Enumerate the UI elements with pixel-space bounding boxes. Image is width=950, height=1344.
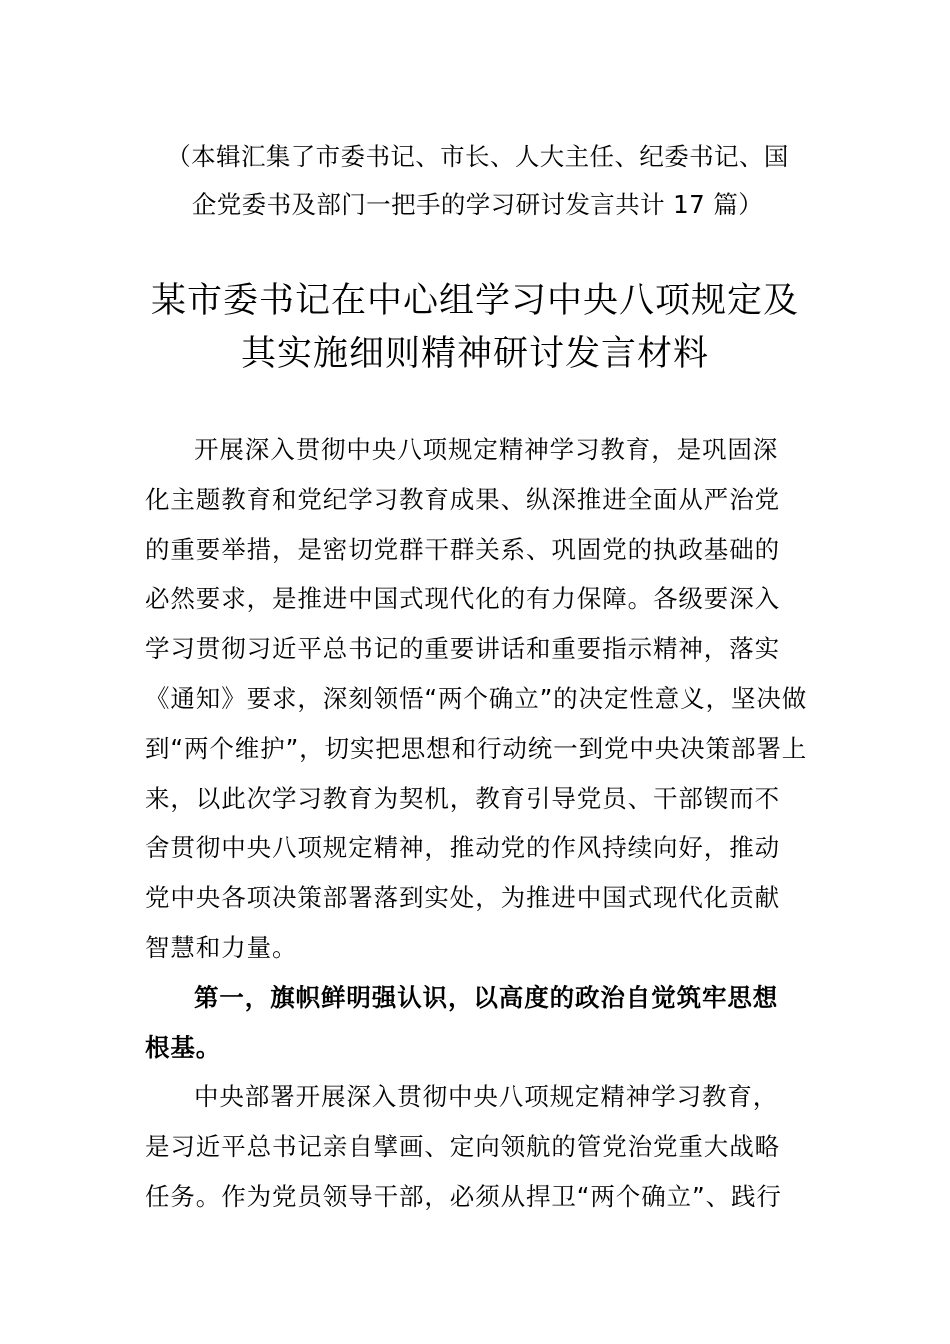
paragraph-intro xyxy=(145,425,810,973)
paragraph-line: 必然要求，是推进中国式现代化的有力保障。各级要深入 xyxy=(145,584,780,614)
paragraph-line: 智慧和力量。 xyxy=(145,932,298,962)
section-heading-line: 根基。 xyxy=(145,1032,222,1062)
paragraph-line: 任务。作为党员领导干部，必须从捍卫“两个确立”、践行 xyxy=(145,1181,782,1211)
document-title-line: 某市委书记在中心组学习中央八项规定及 xyxy=(150,281,799,321)
paragraph-line: 学习贯彻习近平总书记的重要讲话和重要指示精神，落实 xyxy=(145,634,780,664)
paragraph-line: 到“两个维护”，切实把思想和行动统一到党中央决策部署上 xyxy=(145,733,808,763)
paragraph-line: 中央部署开展深入贯彻中央八项规定精神学习教育， xyxy=(194,1082,779,1112)
paragraph-line: 的重要举措，是密切党群干群关系、巩固党的执政基础的 xyxy=(145,534,780,564)
section-heading-line: 第一，旗帜鲜明强认识，以高度的政治自觉筑牢思想 xyxy=(194,982,779,1012)
paragraph-line: 舍贯彻中央八项规定精神，推动党的作风持续向好，推动 xyxy=(145,833,780,863)
paragraph-line: 党中央各项决策部署落到实处，为推进中国式现代化贡献 xyxy=(145,883,780,913)
paragraph-first-section xyxy=(145,1072,810,1221)
collection-note xyxy=(145,133,810,229)
document-body xyxy=(145,425,810,1222)
section-heading-first xyxy=(145,973,810,1073)
paragraph-line: 《通知》要求，深刻领悟“两个确立”的决定性意义，坚决做 xyxy=(145,683,808,713)
paragraph-line: 开展深入贯彻中央八项规定精神学习教育，是巩固深 xyxy=(194,435,779,464)
paragraph-line: 化主题教育和党纪学习教育成果、纵深推进全面从严治党 xyxy=(145,484,780,514)
paragraph-line: 是习近平总书记亲自擘画、定向领航的管党治党重大战略 xyxy=(145,1132,780,1162)
document-title-line: 其实施细则精神研讨发言材料 xyxy=(240,334,709,374)
collection-note-line: （本辑汇集了市委书记、市长、人大主任、纪委书记、国 xyxy=(166,142,789,171)
collection-note-line: 企党委书及部门一把手的学习研讨发言共计 17 篇） xyxy=(191,190,764,219)
paragraph-line: 来，以此次学习教育为契机，教育引导党员、干部锲而不 xyxy=(145,783,780,813)
document-title xyxy=(140,275,810,381)
